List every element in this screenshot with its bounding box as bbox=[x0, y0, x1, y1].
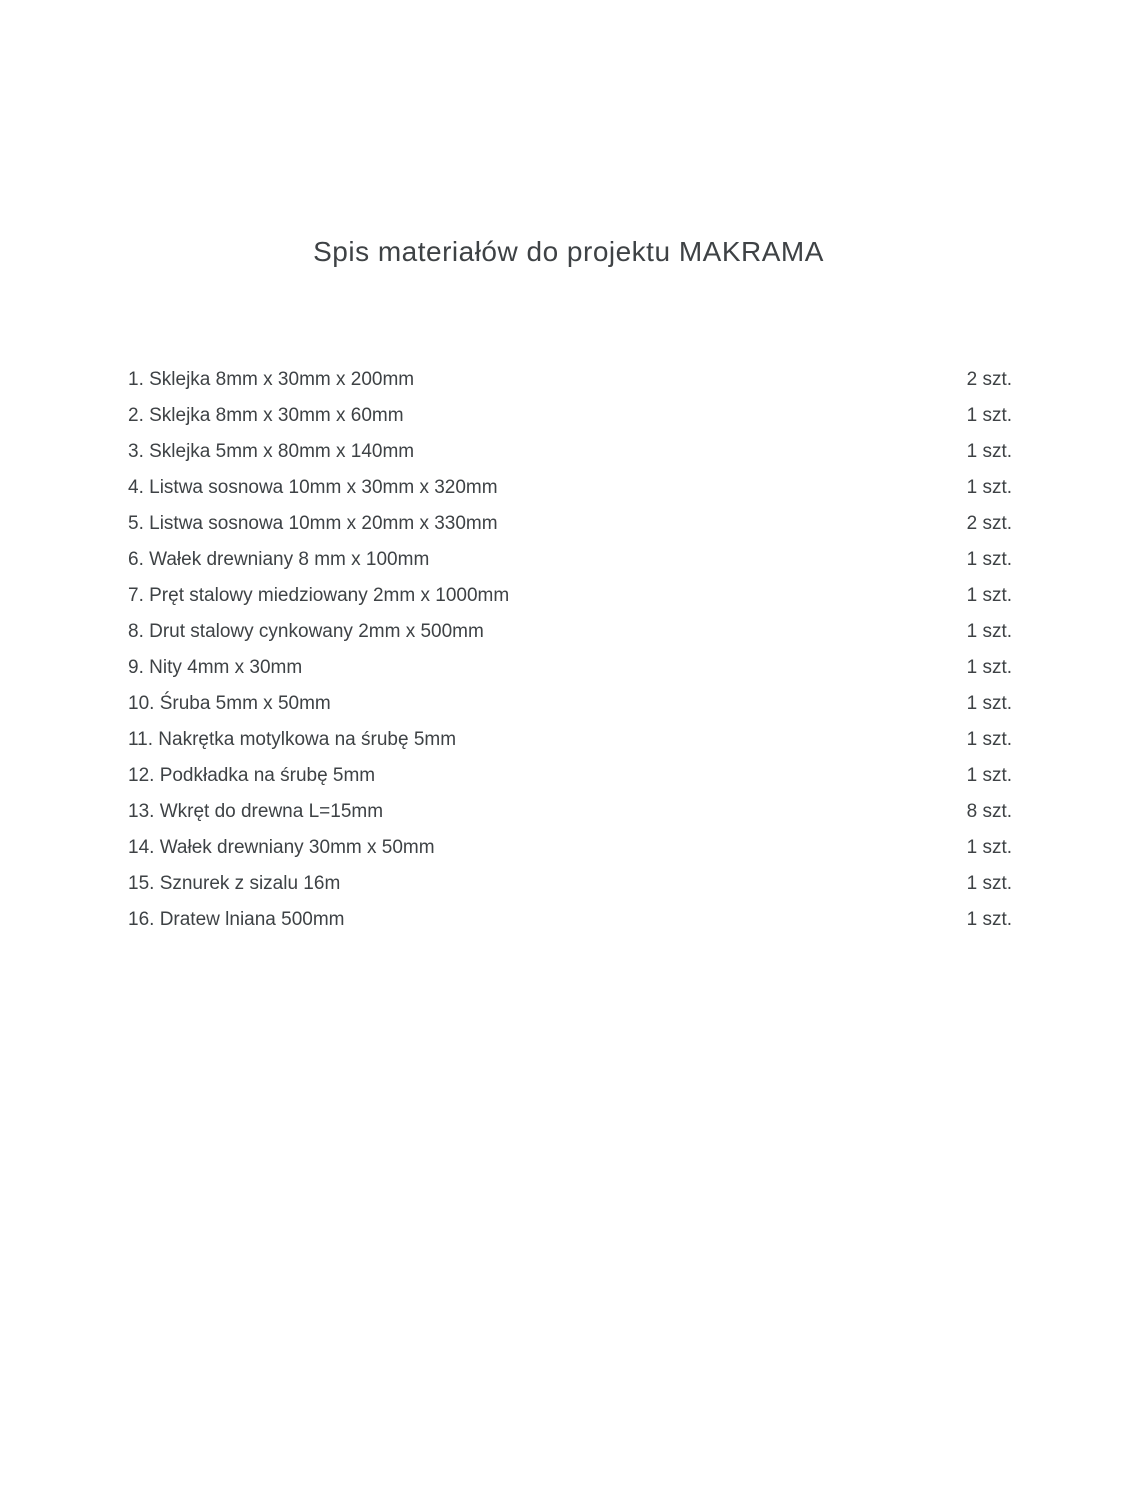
material-quantity: 1 szt. bbox=[966, 621, 1012, 642]
material-label: 12. Podkładka na śrubę 5mm bbox=[128, 765, 376, 786]
list-item bbox=[128, 614, 1012, 650]
list-item bbox=[128, 794, 1012, 830]
material-quantity: 8 szt. bbox=[966, 801, 1012, 822]
list-item bbox=[128, 722, 1012, 758]
material-quantity: 2 szt. bbox=[966, 369, 1012, 390]
material-quantity: 1 szt. bbox=[966, 873, 1012, 894]
list-item bbox=[128, 542, 1012, 578]
page-title: Spis materiałów do projektu MAKRAMA bbox=[313, 236, 824, 267]
material-label: 8. Drut stalowy cynkowany 2mm x 500mm bbox=[128, 621, 484, 642]
list-item bbox=[128, 686, 1012, 722]
material-label: 2. Sklejka 8mm x 30mm x 60mm bbox=[128, 405, 404, 426]
list-item bbox=[128, 362, 1012, 398]
material-label: 14. Wałek drewniany 30mm x 50mm bbox=[128, 837, 435, 858]
list-item bbox=[128, 758, 1012, 794]
material-quantity: 1 szt. bbox=[966, 405, 1012, 426]
material-quantity: 1 szt. bbox=[966, 765, 1012, 786]
material-quantity: 1 szt. bbox=[966, 477, 1012, 498]
material-quantity: 1 szt. bbox=[966, 549, 1012, 570]
material-quantity: 2 szt. bbox=[966, 513, 1012, 534]
list-item bbox=[128, 470, 1012, 506]
material-label: 3. Sklejka 5mm x 80mm x 140mm bbox=[128, 441, 415, 462]
material-label: 6. Wałek drewniany 8 mm x 100mm bbox=[128, 549, 430, 570]
list-item bbox=[128, 398, 1012, 434]
material-quantity: 1 szt. bbox=[966, 657, 1012, 678]
list-item bbox=[128, 902, 1012, 938]
list-item bbox=[128, 434, 1012, 470]
material-label: 1. Sklejka 8mm x 30mm x 200mm bbox=[128, 369, 415, 390]
material-quantity: 1 szt. bbox=[966, 729, 1012, 750]
list-item bbox=[128, 578, 1012, 614]
material-quantity: 1 szt. bbox=[966, 441, 1012, 462]
material-label: 11. Nakrętka motylkowa na śrubę 5mm bbox=[128, 729, 457, 750]
list-item bbox=[128, 506, 1012, 542]
material-label: 10. Śruba 5mm x 50mm bbox=[128, 693, 331, 714]
material-quantity: 1 szt. bbox=[966, 837, 1012, 858]
list-item bbox=[128, 866, 1012, 902]
material-quantity: 1 szt. bbox=[966, 585, 1012, 606]
material-label: 5. Listwa sosnowa 10mm x 20mm x 330mm bbox=[128, 513, 498, 534]
material-label: 13. Wkręt do drewna L=15mm bbox=[128, 801, 384, 822]
material-label: 16. Dratew lniana 500mm bbox=[128, 909, 345, 930]
material-label: 7. Pręt stalowy miedziowany 2mm x 1000mm bbox=[128, 585, 510, 606]
material-quantity: 1 szt. bbox=[966, 693, 1012, 714]
materials-list bbox=[0, 362, 1137, 938]
material-quantity: 1 szt. bbox=[966, 909, 1012, 930]
list-item bbox=[128, 650, 1012, 686]
material-label: 9. Nity 4mm x 30mm bbox=[128, 657, 303, 678]
material-label: 4. Listwa sosnowa 10mm x 30mm x 320mm bbox=[128, 477, 498, 498]
material-label: 15. Sznurek z sizalu 16m bbox=[128, 873, 341, 894]
list-item bbox=[128, 830, 1012, 866]
